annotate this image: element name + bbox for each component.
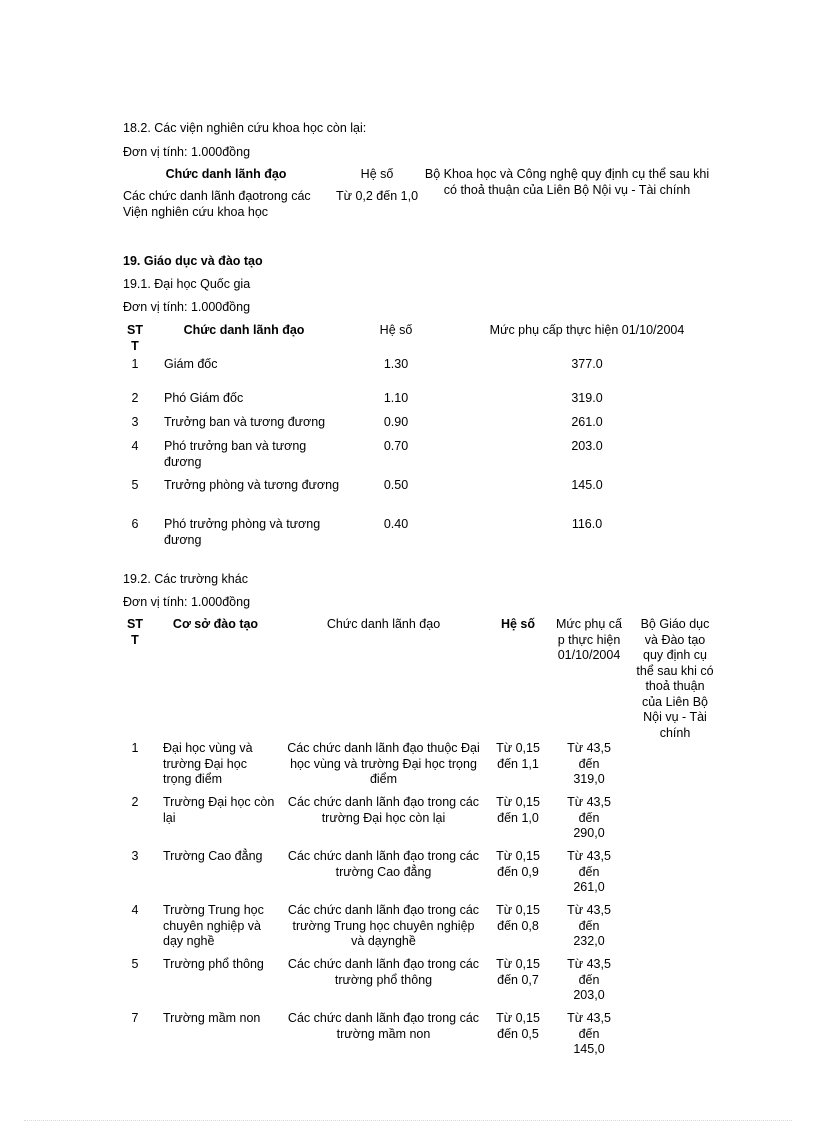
table-row [124,391,724,415]
row-allowance: Từ 43,5 đến 290,0 [567,795,611,840]
row-title: Các chức danh lãnh đạo trong các trường Trung học chuyên nghiệp và dạynghề [287,903,480,948]
table-row [124,415,724,439]
row-coef: 0.70 [383,439,409,453]
header-title: Chức danh lãnh đạo [165,167,287,181]
row-allowance: Từ 43,5 đến 145,0 [567,1011,611,1056]
row-allowance: Từ 43,5 đến 261,0 [567,849,611,894]
row-coef: Từ 0,15 đến 0,7 [496,957,540,987]
row-institution: Đại học vùng và trường Đại học trọng điểm [163,741,253,786]
row-title: Các chức danh lãnh đạotrong các Viện nghiên cứu khoa học [123,189,311,219]
section-18-2-heading: 18.2. Các viện nghiên cứu khoa học còn lại: [123,121,367,135]
table-row [124,795,774,849]
row-title: Trưởng ban và tương đương [164,415,326,429]
row-institution: Trường Đại học còn lại [163,795,275,825]
row-allowance: 116.0 [571,517,603,531]
header-allowance: Mức phụ cấp thực hiện 01/10/2004 [489,323,685,337]
row-stt: 3 [131,415,139,429]
table-row [124,357,724,391]
row-stt: 4 [131,903,139,917]
table-row [124,849,774,903]
row-coef: 0.50 [383,478,409,492]
section-19-heading: 19. Giáo dục và đào tạo [123,254,263,268]
row-title: Phó trưởng ban và tương đương [164,439,307,469]
header-coef: Hệ số [379,323,413,337]
header-title: Chức danh lãnh đạo [183,323,305,337]
header-coef: Hệ số [360,167,394,181]
row-title: Giám đốc [164,357,218,371]
row-coef: 0.90 [383,415,409,429]
table-row [124,478,724,517]
section-19-2-heading: 19.2. Các trường khác [123,572,248,586]
row-allowance: 145.0 [571,478,603,492]
table-row [124,957,774,1011]
row-stt: 5 [131,957,139,971]
table-19-2 [124,617,774,1065]
table-18-2 [120,167,712,220]
header-stt: STT [127,323,143,353]
row-stt: 3 [131,849,139,863]
row-stt: 6 [131,517,139,531]
header-title: Chức danh lãnh đạo [326,617,441,631]
row-allowance: Từ 43,5 đến 203,0 [567,957,611,1002]
row-coef: 1.30 [383,357,409,371]
row-stt: 5 [131,478,139,492]
header-allowance: Mức phụ cấp thực hiện 01/10/2004 [555,617,623,662]
row-title: Các chức danh lãnh đạo trong các trường Cao đẳng [287,849,480,879]
row-stt: 1 [131,357,139,371]
row-stt: 1 [131,741,139,755]
row-institution: Trường Trung học chuyên nghiệp và dạy nghề [163,903,264,948]
row-stt: 2 [131,391,139,405]
row-coef: 1.10 [383,391,409,405]
row-coef: Từ 0,15 đến 0,9 [496,849,540,879]
header-coef: Hệ số [500,617,536,631]
row-title: Trưởng phòng và tương đương [164,478,340,492]
row-coef: Từ 0,2 đến 1,0 [335,189,419,203]
table-row [124,517,724,556]
header-institution: Cơ sở đào tạo [172,617,259,631]
unit-label: Đơn vị tính: 1.000đồng [123,145,251,159]
row-title: Các chức danh lãnh đạo trong các trường phổ thông [287,957,480,987]
header-stt: STT [127,617,143,647]
table-row [124,439,724,478]
row-allowance: Từ 43,5 đến 319,0 [567,741,611,786]
row-coef: Từ 0,15 đến 1,0 [496,795,540,825]
row-stt: 2 [131,795,139,809]
unit-label: Đơn vị tính: 1.000đồng [123,300,251,314]
row-title: Các chức danh lãnh đạo trong các trường mầm non [287,1011,480,1041]
table-row [124,903,774,957]
row-allowance: Từ 43,5 đến 232,0 [567,903,611,948]
note-text: Bộ Giáo dục và Đào tạo quy định cụ thể sau khi có thoả thuận của Liên Bộ Nội vụ - Tài chính [636,617,714,740]
row-allowance: 203.0 [571,439,603,453]
row-stt: 4 [131,439,139,453]
row-stt: 7 [131,1011,139,1025]
row-institution: Trường Cao đẳng [163,849,263,863]
table-row [124,741,774,795]
row-title: Các chức danh lãnh đạo trong các trường Đại học còn lại [287,795,480,825]
row-coef: Từ 0,15 đến 0,8 [496,903,540,933]
table-row [124,1011,774,1065]
page-bottom-rule [24,1120,792,1121]
row-title: Phó trưởng phòng và tương đương [164,517,321,547]
section-19-1-heading: 19.1. Đại học Quốc gia [123,277,251,291]
note-cell [632,617,774,741]
row-coef: Từ 0,15 đến 1,1 [496,741,540,771]
row-coef: 0.40 [383,517,409,531]
row-title: Các chức danh lãnh đạo thuộc Đại học vùng và trường Đại học trọng điểm [287,741,480,786]
row-institution: Trường mầm non [163,1011,261,1025]
note-cell: Bộ Khoa học và Công nghệ quy định cụ thể sau khi có thoả thuận của Liên Bộ Nội vụ - Tài chính [424,167,710,197]
row-allowance: 377.0 [571,357,603,371]
row-title: Phó Giám đốc [164,391,244,405]
row-institution: Trường phổ thông [163,957,264,971]
row-allowance: 319.0 [571,391,603,405]
unit-label: Đơn vị tính: 1.000đồng [123,595,251,609]
row-coef: Từ 0,15 đến 0,5 [496,1011,540,1041]
table-19-1 [124,323,724,556]
row-allowance: 261.0 [571,415,603,429]
